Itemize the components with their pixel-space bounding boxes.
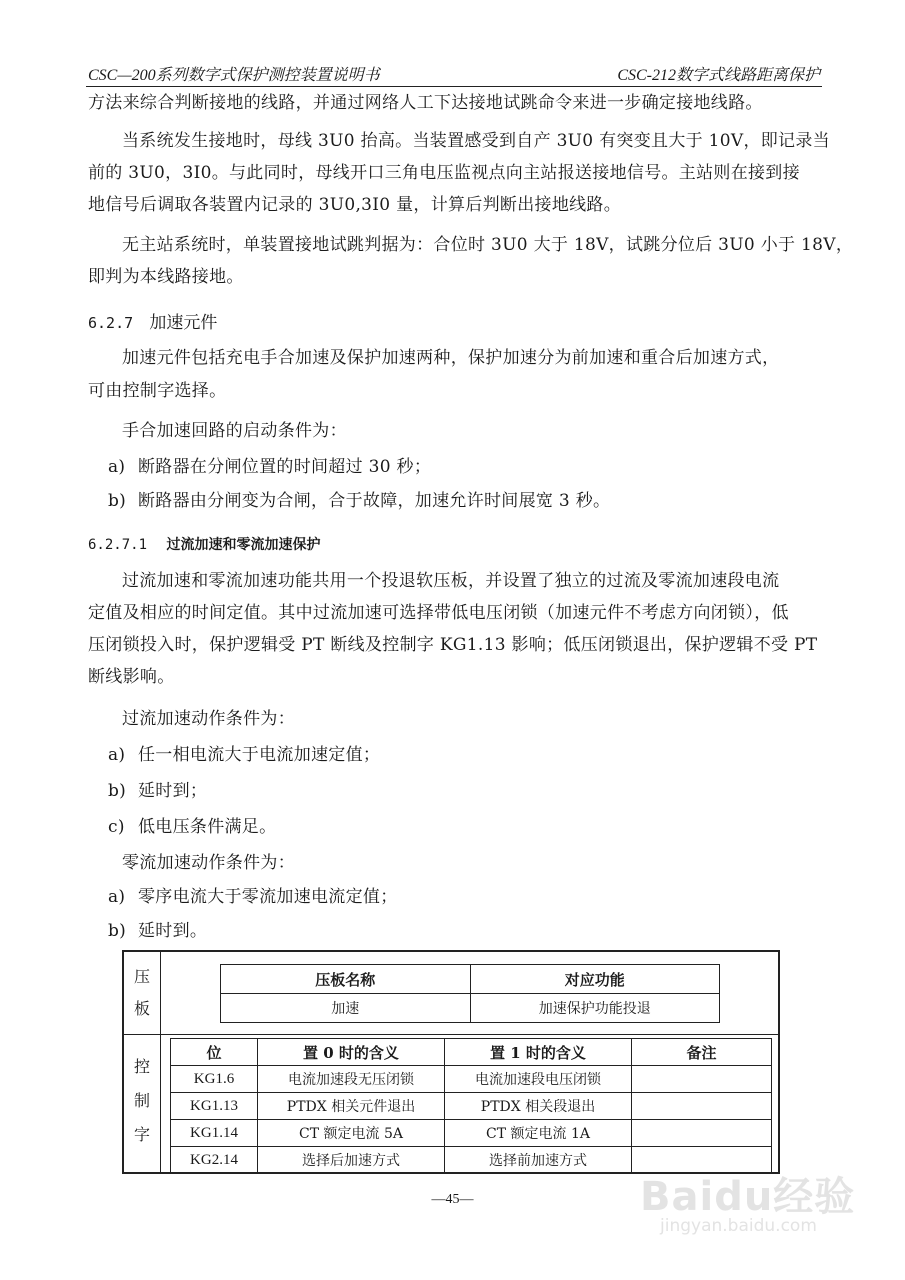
column-header: 对应功能 — [470, 965, 720, 994]
list-item: b) 延时到。 — [108, 921, 208, 941]
table-cell: 电流加速段电压闭锁 — [445, 1066, 632, 1093]
table-row — [171, 1120, 772, 1147]
column-header: 备注 — [632, 1039, 772, 1066]
column-header: 压板名称 — [221, 965, 471, 994]
table-cell: 加速保护功能投退 — [470, 994, 720, 1023]
paragraph-line: 过流加速和零流加速功能共用一个投退软压板，并设置了独立的过流及零流加速段电流 — [122, 571, 780, 591]
list-item: c) 低电压条件满足。 — [108, 817, 277, 837]
section-title: 加速元件 — [149, 313, 218, 333]
paragraph-line: 加速元件包括充电手合加速及保护加速两种，保护加速分为前加速和重合后加速方式， — [122, 348, 780, 368]
table-cell: 选择前加速方式 — [445, 1147, 632, 1174]
paragraph-line: 压闭锁投入时，保护逻辑受 PT 断线及控制字 KG1.13 影响；低压闭锁退出，保护逻辑不受 PT — [88, 635, 818, 655]
table-row — [171, 1093, 772, 1120]
divider — [124, 1034, 778, 1035]
table-cell: KG1.6 — [171, 1066, 258, 1093]
watermark-logo: Baidu经验 — [640, 1174, 856, 1220]
paragraph-line: 可由控制字选择。 — [88, 381, 227, 401]
header-left-title: CSC—200系列数字式保护测控装置说明书 — [88, 67, 380, 84]
paragraph-line: 前的 3U0，3I0。与此同时，母线开口三角电压监视点向主站报送接地信号。主站则在接到接 — [88, 163, 800, 183]
paragraph-line: 即判为本线路接地。 — [88, 267, 244, 287]
table-cell: 加速 — [221, 994, 471, 1023]
divider — [160, 1034, 161, 1172]
page-header — [86, 60, 822, 87]
divider — [160, 952, 161, 1034]
section-title: 过流加速和零流加速保护 — [166, 537, 321, 553]
paragraph-line: 断线影响。 — [88, 667, 175, 687]
paragraph-line: 无主站系统时，单装置接地试跳判据为：合位时 3U0 大于 18V，试跳分位后 3U0 小于 18V， — [122, 235, 854, 255]
table-cell: 选择后加速方式 — [258, 1147, 445, 1174]
table-cell: KG1.14 — [171, 1120, 258, 1147]
table-cell: CT 额定电流 5A — [258, 1120, 445, 1147]
table-cell: CT 额定电流 1A — [445, 1120, 632, 1147]
paragraph-line: 当系统发生接地时，母线 3U0 抬高。当装置感受到自产 3U0 有突变且大于 10V，即记录当 — [122, 131, 830, 151]
paragraph-line: 地信号后调取各装置内记录的 3U0,3I0 量，计算后判断出接地线路。 — [88, 195, 622, 215]
section-heading-6-2-7-1 — [88, 534, 321, 554]
table-header-row — [221, 965, 720, 994]
control-word-table — [170, 1038, 772, 1174]
table-cell: KG2.14 — [171, 1147, 258, 1174]
table-cell — [632, 1120, 772, 1147]
kongzhi-label-char: 控 — [133, 1057, 150, 1076]
paragraph-line: 方法来综合判断接地的线路，并通过网络人工下达接地试跳命令来进一步确定接地线路。 — [88, 93, 763, 113]
list-item: b) 延时到； — [108, 781, 208, 801]
kongzhi-label-char: 制 — [133, 1091, 150, 1110]
paragraph-line: 过流加速动作条件为： — [122, 709, 295, 729]
list-item: a) 零序电流大于零流加速电流定值； — [108, 887, 398, 907]
page-number: —45— — [431, 1192, 474, 1207]
table-header-row — [171, 1039, 772, 1066]
table-row — [171, 1066, 772, 1093]
table-cell: KG1.13 — [171, 1093, 258, 1120]
table-cell: 电流加速段无压闭锁 — [258, 1066, 445, 1093]
settings-table-frame — [122, 950, 780, 1174]
yaban-label-char: 板 — [133, 999, 150, 1018]
list-item: b) 断路器由分闸变为合闸，合于故障，加速允许时间展宽 3 秒。 — [108, 491, 611, 511]
section-heading-6-2-7 — [88, 308, 217, 333]
table-cell — [632, 1093, 772, 1120]
yaban-table — [220, 964, 720, 1023]
table-cell — [632, 1066, 772, 1093]
paragraph-line: 零流加速动作条件为： — [122, 853, 295, 873]
list-item: a) 断路器在分闸位置的时间超过 30 秒； — [108, 457, 432, 477]
list-item: a) 任一相电流大于电流加速定值； — [108, 745, 381, 765]
header-right-title: CSC-212数字式线路距离保护 — [617, 67, 820, 84]
column-header: 位 — [171, 1039, 258, 1066]
section-number: 6.2.7.1 — [88, 537, 148, 553]
paragraph-line: 定值及相应的时间定值。其中过流加速可选择带低电压闭锁（加速元件不考虑方向闭锁），低 — [88, 603, 789, 623]
section-number: 6.2.7 — [88, 314, 134, 332]
yaban-label-char: 压 — [133, 967, 150, 986]
paragraph-line: 手合加速回路的启动条件为： — [122, 421, 347, 441]
table-row — [221, 994, 720, 1023]
table-cell: PTDX 相关段退出 — [445, 1093, 632, 1120]
table-cell: PTDX 相关元件退出 — [258, 1093, 445, 1120]
column-header: 置 1 时的含义 — [445, 1039, 632, 1066]
kongzhi-label-char: 字 — [133, 1125, 150, 1144]
watermark-url: jingyan.baidu.com — [660, 1216, 817, 1236]
column-header: 置 0 时的含义 — [258, 1039, 445, 1066]
